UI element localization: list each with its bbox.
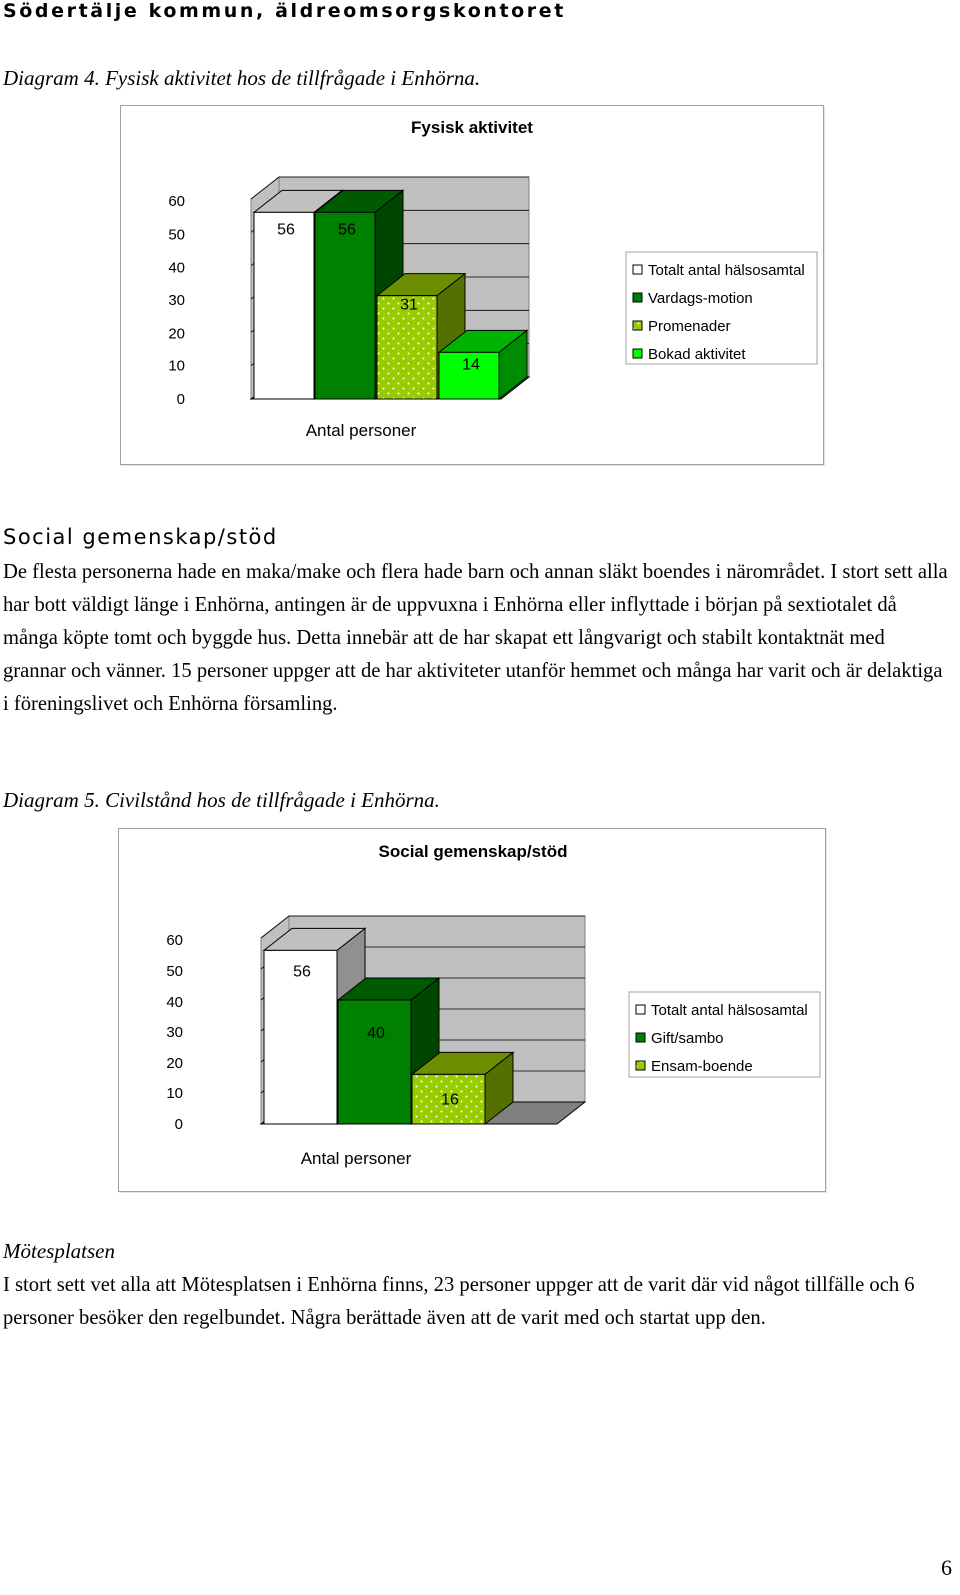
- legend-swatch: [633, 321, 642, 330]
- data-label: 56: [293, 963, 311, 981]
- document-header: Södertälje kommun, äldreomsorgskontoret: [3, 0, 566, 22]
- diagram4-chart: [120, 105, 824, 465]
- diagram4-caption: Diagram 4. Fysisk aktivitet hos de tillfrågade i Enhörna.: [3, 66, 481, 90]
- diagram5-caption: Diagram 5. Civilstånd hos de tillfrågade i Enhörna.: [3, 788, 440, 812]
- data-label: 16: [441, 1091, 459, 1109]
- y-tick-label: 40: [166, 994, 183, 1011]
- y-tick-label: 60: [168, 193, 185, 210]
- y-tick-label: 10: [168, 357, 185, 375]
- page-number: 6: [941, 1555, 952, 1580]
- motesplatsen-paragraph: I stort sett vet alla att Mötesplatsen i Enhörna finns, 23 personer uppger att de varit där vid något tillfälle och 6 personer besöker den regelbundet. Några berättade även att de varit med och startat upp den.: [3, 1274, 915, 1329]
- data-label: 56: [338, 221, 356, 239]
- y-tick-label: 0: [174, 1116, 183, 1133]
- y-tick-label: 40: [168, 259, 185, 277]
- legend-entry: Bokad aktivitet: [648, 346, 746, 363]
- data-label: 31: [400, 296, 418, 314]
- chart-title: Social gemenskap/stöd: [378, 842, 568, 861]
- legend-swatch: [633, 349, 642, 358]
- y-tick-label: 10: [166, 1085, 183, 1102]
- legend-swatch: [633, 293, 642, 302]
- legend-entry: Gift/sambo: [651, 1030, 724, 1047]
- y-tick-label: 60: [166, 932, 183, 949]
- data-label: 56: [277, 221, 295, 239]
- bar-1: [338, 1000, 411, 1124]
- x-axis-label: Antal personer: [305, 421, 417, 440]
- legend-swatch: [636, 1005, 645, 1014]
- y-tick-label: 30: [166, 1024, 183, 1041]
- legend-entry: Totalt antal hälsosamtal: [651, 1002, 808, 1019]
- y-tick-label: 20: [166, 1055, 183, 1072]
- y-tick-label: 20: [168, 325, 185, 343]
- y-tick-label: 0: [176, 391, 185, 408]
- legend-entry: Vardags-motion: [648, 290, 753, 307]
- legend-swatch: [633, 265, 642, 274]
- chart-title: Fysisk aktivitet: [411, 118, 533, 137]
- data-label: 14: [462, 356, 480, 374]
- y-tick-label: 50: [166, 963, 183, 980]
- diagram5-chart: [118, 828, 826, 1192]
- legend-entry: Totalt antal hälsosamtal: [648, 262, 805, 279]
- diagram5-svg: [119, 829, 825, 1191]
- social-heading: Social gemenskap/stöd: [3, 525, 278, 549]
- y-tick-label: 30: [168, 292, 185, 309]
- bar-0: [254, 212, 314, 399]
- legend-entry: Promenader: [648, 318, 731, 335]
- legend-swatch: [636, 1033, 645, 1042]
- motesplatsen-heading: Mötesplatsen: [3, 1239, 115, 1263]
- legend-entry: Ensam-boende: [651, 1058, 753, 1075]
- data-label: 40: [367, 1025, 385, 1042]
- y-tick-label: 50: [168, 226, 185, 244]
- bar-1: [315, 212, 375, 399]
- diagram4-svg: [121, 106, 823, 464]
- x-axis-label: Antal personer: [300, 1149, 412, 1168]
- legend-swatch: [636, 1061, 645, 1070]
- social-paragraph: De flesta personerna hade en maka/make och flera hade barn och annan släkt boendes i närområdet. I stort sett alla har bott väldigt länge i Enhörna, antingen är de uppvuxna i Enhörna eller inflyttade i början på sextiotalet då många köpte tomt och byggde hus. Detta innebär att de har skapat ett långvarigt och stabilt kontaktnät med grannar och vänner. 15 personer uppger att de har aktiviteter utanför hemmet och många har varit och är delaktiga i föreningslivet och Enhörna församling.: [3, 561, 948, 715]
